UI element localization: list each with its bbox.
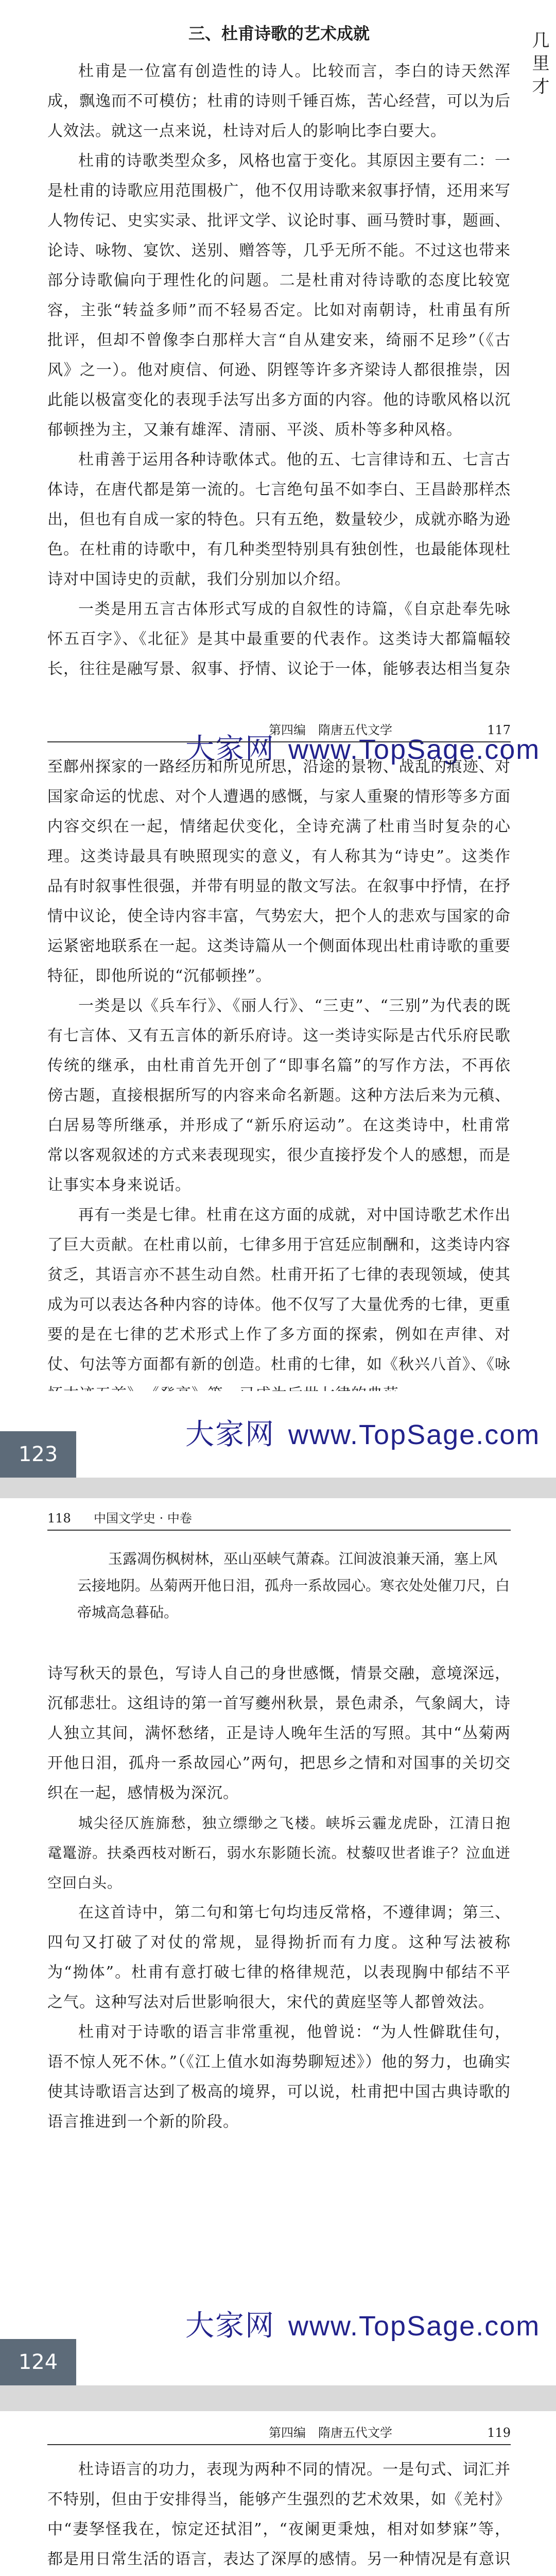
page-number: 119 bbox=[487, 2426, 511, 2440]
running-title: 中国文学史 · 中卷 bbox=[94, 1511, 192, 1526]
body-text bbox=[47, 57, 511, 678]
page-separator bbox=[0, 1478, 556, 1498]
ad-url: www.TopSage.com bbox=[288, 1419, 541, 1450]
poem-text: 玉露凋伤枫树林，巫山巫峡气萧森。江间波浪兼天涌，塞上风云接地阴。丛菊两开他日泪，孤舟一系故园心。寒衣处处催刀尺，白帝城高急暮砧。 bbox=[77, 1550, 510, 1621]
paragraph: 杜甫对于诗歌的语言非常重视，他曾说：“为人性僻耽佳句，语不惊人死不休。”（《江上值水如海势聊短述》）他的努力，也确实使其诗歌语言达到了极高的境界，可以说，杜甫把中国古典诗歌的语言推进到一个新的阶段。 bbox=[47, 2023, 511, 2131]
page-badge: 124 bbox=[0, 2339, 76, 2385]
ad-link[interactable] bbox=[185, 2303, 556, 2344]
ad-url: www.TopSage.com bbox=[288, 734, 541, 765]
section-title: 三、杜甫诗歌的艺术成就 bbox=[188, 24, 370, 43]
ad-brand: 大家网 bbox=[185, 2309, 275, 2342]
running-head bbox=[47, 719, 511, 742]
ad-url: www.TopSage.com bbox=[288, 2311, 541, 2342]
paragraph: 诗写秋天的景色，写诗人自己的身世感慨，情景交融，意境深远，沉郁悲壮。这组诗的第一首写夔州秋景，景色肃杀，气象阔大，诗人独立其间，满怀愁绪，正是诗人晚年生活的写照。其中“丛菊两开他日泪，孤舟一系故园心”两句，把思乡之情和对国事的关切交织在一起，感情极为深沉。 bbox=[47, 1665, 511, 1802]
page-separator bbox=[0, 2385, 556, 2411]
page-number: 117 bbox=[487, 723, 511, 737]
paragraph: 一类是以《兵车行》、《丽人行》、“三吏”、“三别”为代表的既有七言体、又有五言体的新乐府诗。这一类诗实际是古代乐府民歌传统的继承，由杜甫首先开创了“即事名篇”的写作方法，不再依傍古题，直接根据所写的内容来命名新题。这种方法后来为元稹、白居易等所继承，并形成了“新乐府运动”。在这类诗中，杜甫常常以客观叙述的方式来表现现实，很少直接抒发个人的感想，而是让事实本身来说话。 bbox=[47, 997, 511, 1194]
paragraph: 杜甫的诗歌类型众多，风格也富于变化。其原因主要有二：一是杜甫的诗歌应用范围极广，他不仅用诗歌来叙事抒情，还用来写人物传记、史实实录、批评文学、议论时事、画马赞时事，题画、论诗、咏物、宴饮、送别、赠答等，几乎无所不能。不过这也带来部分诗歌偏向于理性化的问题。二是杜甫对待诗歌的态度比较宽容，主张“转益多师”而不轻易否定。比如对南朝诗，杜甫虽有所批评，但却不曾像李白那样大言“自从建安来，绮丽不足珍”（《古风》之一）。他对庾信、何逊、阴铿等许多齐梁诗人都很推崇，因此能以极富变化的表现手法写出多方面的内容。他的诗歌风格以沉郁顿挫为主，又兼有雄浑、清丽、平淡、质朴等多种风格。 bbox=[47, 152, 511, 439]
poem-block bbox=[77, 1546, 510, 1626]
body-text bbox=[47, 1659, 511, 2262]
paragraph: 在这首诗中，第二句和第七句均违反常格，不遵律调；第三、四句又打破了对仗的常规，显得拗折而有力度。这种写法被称为“拗体”。杜甫有意打破七律的格律规范，以表现胸中郁结不平之气。这种写法对后世影响很大，宋代的黄庭坚等人都曾效法。 bbox=[47, 1904, 511, 2011]
paragraph: 再有一类是七律。杜甫在这方面的成就，对中国诗歌艺术作出了巨大贡献。在杜甫以前，七律多用于宫廷应制酬和，这类诗内容贫乏，其语言亦不甚生动自然。杜甫开拓了七律的表现领域，使其成为可以表达各种内容的诗体。他不仅写了大量优秀的七律，更重要的是在七律的艺术形式上作了多方面的探索，例如在声律、对仗、句法等方面都有新的创造。杜甫的七律，如《秋兴八首》、《咏 bbox=[47, 1206, 511, 1374]
body-text bbox=[47, 2455, 511, 2576]
edge-marks: 几 里 才 bbox=[529, 31, 549, 95]
page-badge: 123 bbox=[0, 1431, 76, 1478]
paragraph: 一类是用五言古体形式写成的自叙性的诗篇，《自京赴奉先咏怀五百字》、《北征》是其中最重要的代表作。这类诗大都篇幅较长，往往是融写景、叙事、抒情、议论于一体，能够表达相当复杂 bbox=[47, 600, 511, 678]
paragraph: 杜甫善于运用各种诗歌体式。他的五、七言律诗和五、七言古体诗，在唐代都是第一流的。七言绝句虽不如李白、王昌龄那样杰出，但也有自成一家的特色。只有五绝，数量较少，成就亦略为逊色。在杜甫的诗歌中，有几种类型特别具有独创性，也最能体现杜诗对中国诗史的贡献，我们分别加以介绍。 bbox=[47, 451, 511, 588]
paragraph: 至鄜州探家的一路经历和所见所思，沿途的景物、战乱的痕迹、对国家命运的忧虑、对个人遭遇的感慨，与家人重聚的情形等多方面内容交织在一起，情绪起伏变化，全诗充满了杜甫当时复杂的心理。这类诗最具有映照现实的意义，有人称其为“诗史”。这类作品有时叙事性很强，并带有明显的散文写法。在叙事中抒情，在抒情中议论，使全诗内容丰富，气势宏大，把个人的悲欢与国家的命运紧密地联系在一起。这类诗篇从一个侧面体现出杜甫诗歌的重要特征，即他所说的“沉郁顿挫”。 bbox=[47, 758, 511, 985]
running-title: 第四编 隋唐五代文学 bbox=[269, 723, 392, 737]
paragraph: 杜甫是一位富有创造性的诗人。比较而言，李白的诗天然浑成，飘逸而不可模仿；杜甫的诗则千锤百炼，苦心经营，可以为后人效法。就这一点来说，杜诗对后人的影响比李白要大。 bbox=[47, 62, 511, 140]
paragraph: 城尖径仄旌旆愁，独立缥缈之飞楼。峡坼云霾龙虎卧，江清日抱鼋鼍游。扶桑西枝对断石，弱水东影随长流。杖藜叹世者谁子？泣血迸空回白头。 bbox=[47, 1815, 511, 1891]
ad-brand: 大家网 bbox=[185, 1418, 275, 1450]
ad-link[interactable] bbox=[185, 1412, 556, 1453]
page-number: 118 bbox=[47, 1511, 71, 1526]
paragraph: 杜诗语言的功力，表现为两种不同的情况。一是句式、词汇并不特别，但由于安排得当，能够产生强烈的艺术效果，如《羌村》中“妻孥怪我在，惊定还拭泪”，“夜阑更秉烛，相对如梦寐”等，都是用日常生活的语言，表达了深厚的感情。另一种情况是有意识 bbox=[47, 2461, 511, 2568]
body-text bbox=[47, 752, 511, 1391]
running-head bbox=[47, 1507, 511, 1531]
running-title: 第四编 隋唐五代文学 bbox=[269, 2426, 392, 2440]
ad-brand: 大家网 bbox=[185, 733, 275, 765]
running-head bbox=[47, 2421, 511, 2445]
